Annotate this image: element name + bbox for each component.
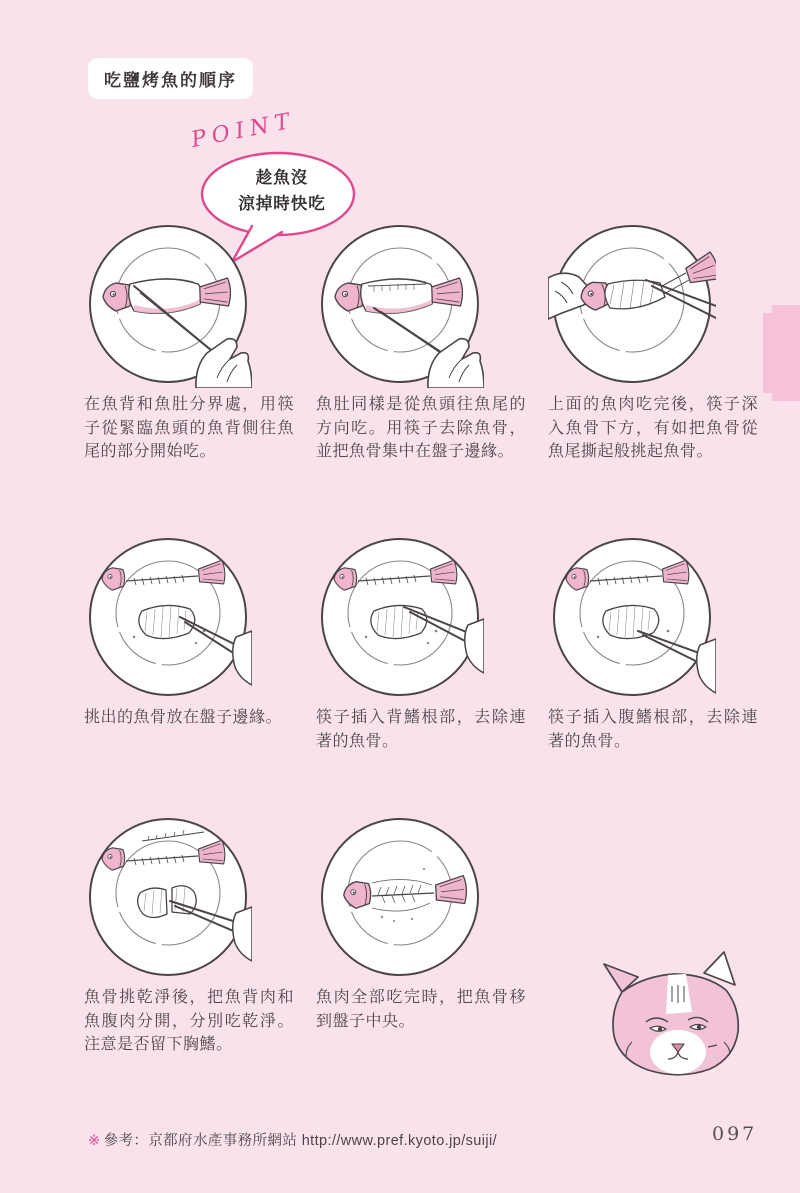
- step-8-caption: 魚肉全部吃完時，把魚骨移到盤子中央。: [316, 989, 526, 1030]
- reference-note: [88, 1129, 497, 1150]
- step-8-illustration: [316, 813, 484, 981]
- step-1-caption: 在魚背和魚肚分界處，用筷子從緊臨魚頭的魚背側往魚尾的部分開始吃。: [84, 396, 294, 461]
- chapter-side-tab: [763, 305, 800, 401]
- reference-text: 參考：京都府水產事務所網站 http://www.pref.kyoto.jp/suiji/: [103, 1133, 498, 1149]
- step-6-caption: 筷子插入腹鰭根部，去除連著的魚骨。: [548, 709, 758, 750]
- step-6-illustration: [548, 533, 716, 701]
- page-number: 097: [712, 1123, 758, 1145]
- step-1: [84, 220, 296, 464]
- step-2-caption: 魚肚同樣是從魚頭往魚尾的方向吃。用筷子去除魚骨，並把魚骨集中在盤子邊緣。: [316, 396, 526, 461]
- grumpy-cat-face-icon: [592, 950, 772, 1092]
- step-4-caption: 挑出的魚骨放在盤子邊緣。: [84, 709, 283, 726]
- step-4: [84, 533, 296, 730]
- step-5-illustration: [316, 533, 484, 701]
- step-5: [316, 533, 528, 753]
- step-3-caption: 上面的魚肉吃完後，筷子深入魚骨下方，有如把魚骨從魚尾撕起般挑起魚骨。: [548, 396, 758, 461]
- reference-mark: ※: [88, 1133, 101, 1149]
- page-title-text: 吃鹽烤魚的順序: [104, 71, 237, 90]
- step-2-illustration: [316, 220, 484, 388]
- page-title: [88, 58, 253, 99]
- step-4-illustration: [84, 533, 252, 701]
- step-6: [548, 533, 760, 753]
- speech-bubble-text: [206, 166, 358, 217]
- step-5-caption: 筷子插入背鰭根部，去除連著的魚骨。: [316, 709, 526, 750]
- speech-bubble-line-2: 涼掉時快吃: [238, 194, 326, 213]
- step-8: [316, 813, 528, 1033]
- speech-bubble-line-1: 趁魚沒: [255, 169, 309, 187]
- step-3-illustration: [548, 220, 716, 388]
- point-label: POINT: [189, 108, 298, 153]
- step-7-illustration: [84, 813, 252, 981]
- step-7-caption: 魚骨挑乾淨後，把魚背肉和魚腹肉分開，分別吃乾淨。注意是否留下胸鰭。: [84, 989, 294, 1054]
- step-1-illustration: [84, 220, 252, 388]
- step-3: [548, 220, 760, 464]
- step-2: [316, 220, 528, 464]
- step-7: [84, 813, 296, 1057]
